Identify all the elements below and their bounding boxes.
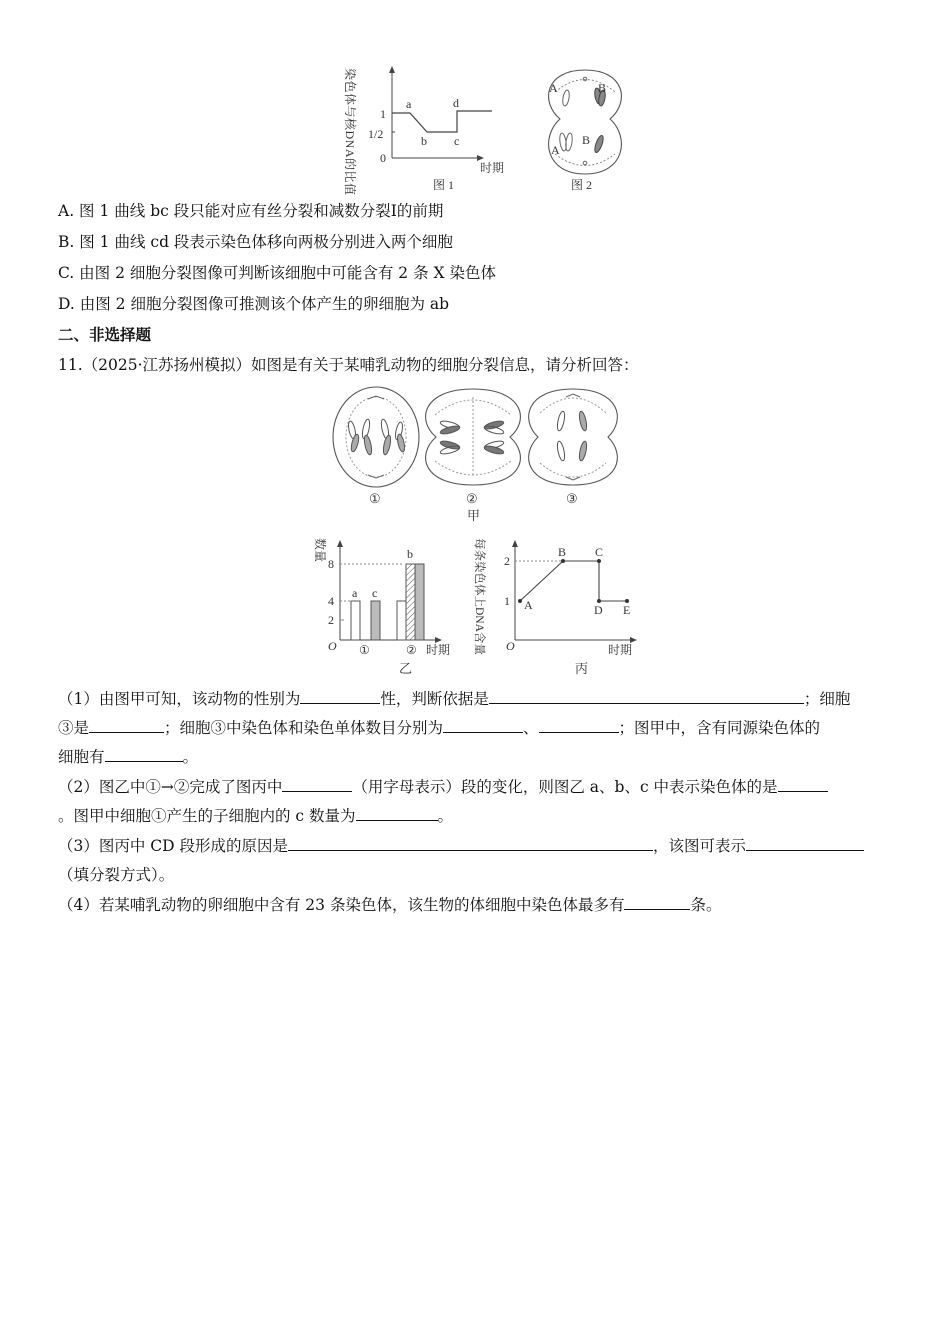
yi-ytick-4: 4 xyxy=(328,594,334,608)
q11-part1-line1: （1）由图甲可知，该动物的性别为 性，判断依据是 ；细胞 xyxy=(58,690,851,708)
jia-cell-label-2: ② xyxy=(466,491,478,506)
q11-part2-line1: （2）图乙中①→②完成了图丙中 （用字母表示）段的变化，则图乙 a、b、c 中表示染色体的是 xyxy=(58,776,828,798)
q11-part2-line2: 。图甲中细胞①产生的子细胞内的 c 数量为 。 xyxy=(58,807,454,825)
fig1-caption: 图 1 xyxy=(433,178,455,192)
jia-cell-label-3: ③ xyxy=(566,491,578,506)
yi-xlabel: 时期 xyxy=(426,643,451,657)
answer-blank-segment[interactable] xyxy=(282,777,352,792)
answer-blank-c-count[interactable] xyxy=(356,806,438,821)
bing-caption: 丙 xyxy=(575,661,589,676)
figure-bing xyxy=(468,530,648,680)
fig2-cell-outline xyxy=(549,70,622,174)
answer-blank-basis[interactable] xyxy=(489,689,804,704)
option-c: C. 由图 2 细胞分裂图像可判断该细胞中可能含有 2 条 X 染色体 xyxy=(58,264,496,282)
option-b: B. 图 1 曲线 cd 段表示染色体移向两极分别进入两个细胞 xyxy=(58,233,453,251)
fig1-point-c: c xyxy=(454,134,460,148)
fig1-xlabel: 时期 xyxy=(480,161,505,175)
bing-point-A: A xyxy=(524,598,533,612)
yi-origin: O xyxy=(328,639,337,653)
q11-part1-line3: 细胞有 。 xyxy=(58,748,199,766)
yi-bar-2-a xyxy=(397,601,406,640)
answer-blank-chromatids[interactable] xyxy=(539,718,619,733)
fig2-label-B-top: B xyxy=(598,81,607,95)
fig1-point-b: b xyxy=(421,134,427,148)
jia-cell-label-1: ① xyxy=(369,491,381,506)
jia-cell-1 xyxy=(333,387,419,487)
bing-curve xyxy=(520,561,627,601)
bing-point-B: B xyxy=(558,545,567,559)
fig2-label-A-bottom: A xyxy=(551,143,560,157)
yi-xtick-2: ② xyxy=(406,643,417,657)
bing-origin: O xyxy=(506,639,515,653)
fig1-ytick-1: 1 xyxy=(380,107,386,121)
q11-part3-line1: （3）图丙中 CD 段形成的原因是 ，该图可表示 xyxy=(58,835,864,857)
fig2-caption: 图 2 xyxy=(571,178,593,192)
yi-ytick-8: 8 xyxy=(328,557,334,571)
yi-bar-1-a xyxy=(351,601,360,640)
q11-part4: （4）若某哺乳动物的卵细胞中含有 23 条染色体，该生物的体细胞中染色体最多有 条。 xyxy=(58,896,722,914)
fig1-ytick-half: 1/2 xyxy=(368,127,384,141)
yi-ytick-2: 2 xyxy=(328,613,334,627)
answer-blank-cell3[interactable] xyxy=(89,718,164,733)
fig1-point-a: a xyxy=(406,97,412,111)
figure-yi xyxy=(310,530,470,680)
option-a: A. 图 1 曲线 bc 段只能对应有丝分裂和减数分裂Ⅰ的前期 xyxy=(58,202,444,220)
yi-ylabel: 数量 xyxy=(313,538,327,563)
yi-bar-1-c xyxy=(371,601,380,640)
jia-cell-3 xyxy=(529,389,618,485)
bing-ytick-1: 1 xyxy=(504,594,510,608)
yi-bar-2-c xyxy=(415,564,424,640)
figure-jia xyxy=(330,385,625,525)
answer-blank-cd-reason[interactable] xyxy=(288,836,653,851)
question-11-stem: 11.（2025·江苏扬州模拟）如图是有关于某哺乳动物的细胞分裂信息，请分析回答： xyxy=(58,356,639,374)
yi-bar-label-b: b xyxy=(407,547,413,561)
yi-caption: 乙 xyxy=(399,661,413,676)
answer-blank-max-chromosomes[interactable] xyxy=(624,895,690,910)
bing-xlabel: 时期 xyxy=(608,643,633,657)
bing-point-D: D xyxy=(594,603,603,617)
fig1-ylabel: 染色体与核DNA的比值 xyxy=(343,68,357,195)
q11-part1-line2: ③是 ；细胞③中染色体和染色单体数目分别为 、 ；图甲中，含有同源染色体的 xyxy=(58,719,821,737)
answer-blank-homologous[interactable] xyxy=(105,747,183,762)
bing-ylabel: 每条染色体上DNA含量 xyxy=(473,538,485,655)
yi-bar-label-c: c xyxy=(372,586,378,600)
yi-bar-label-a: a xyxy=(352,586,358,600)
answer-blank-sex[interactable] xyxy=(300,689,380,704)
answer-blank-division-type[interactable] xyxy=(746,836,864,851)
yi-bar-2-b xyxy=(406,564,415,640)
jia-caption: 甲 xyxy=(467,508,481,523)
answer-blank-chromosomes[interactable] xyxy=(443,718,523,733)
yi-xtick-1: ① xyxy=(359,643,370,657)
fig2-label-A-top: A xyxy=(549,81,558,95)
figure-2 xyxy=(535,62,635,197)
option-d: D. 由图 2 细胞分裂图像可推测该个体产生的卵细胞为 ab xyxy=(58,295,450,313)
bing-ytick-2: 2 xyxy=(504,554,510,568)
fig1-point-d: d xyxy=(453,96,459,110)
jia-cell-2 xyxy=(426,389,521,485)
section-heading: 二、非选择题 xyxy=(58,325,152,344)
fig1-curve xyxy=(392,111,492,132)
figure-1 xyxy=(330,60,530,195)
answer-blank-chromosome-letter[interactable] xyxy=(778,777,828,792)
fig2-label-B-bottom: B xyxy=(582,133,591,147)
fig1-ytick-0: 0 xyxy=(380,151,386,165)
q11-part3-line2: （填分裂方式）。 xyxy=(58,866,175,884)
bing-point-C: C xyxy=(595,545,604,559)
bing-point-E: E xyxy=(623,603,631,617)
